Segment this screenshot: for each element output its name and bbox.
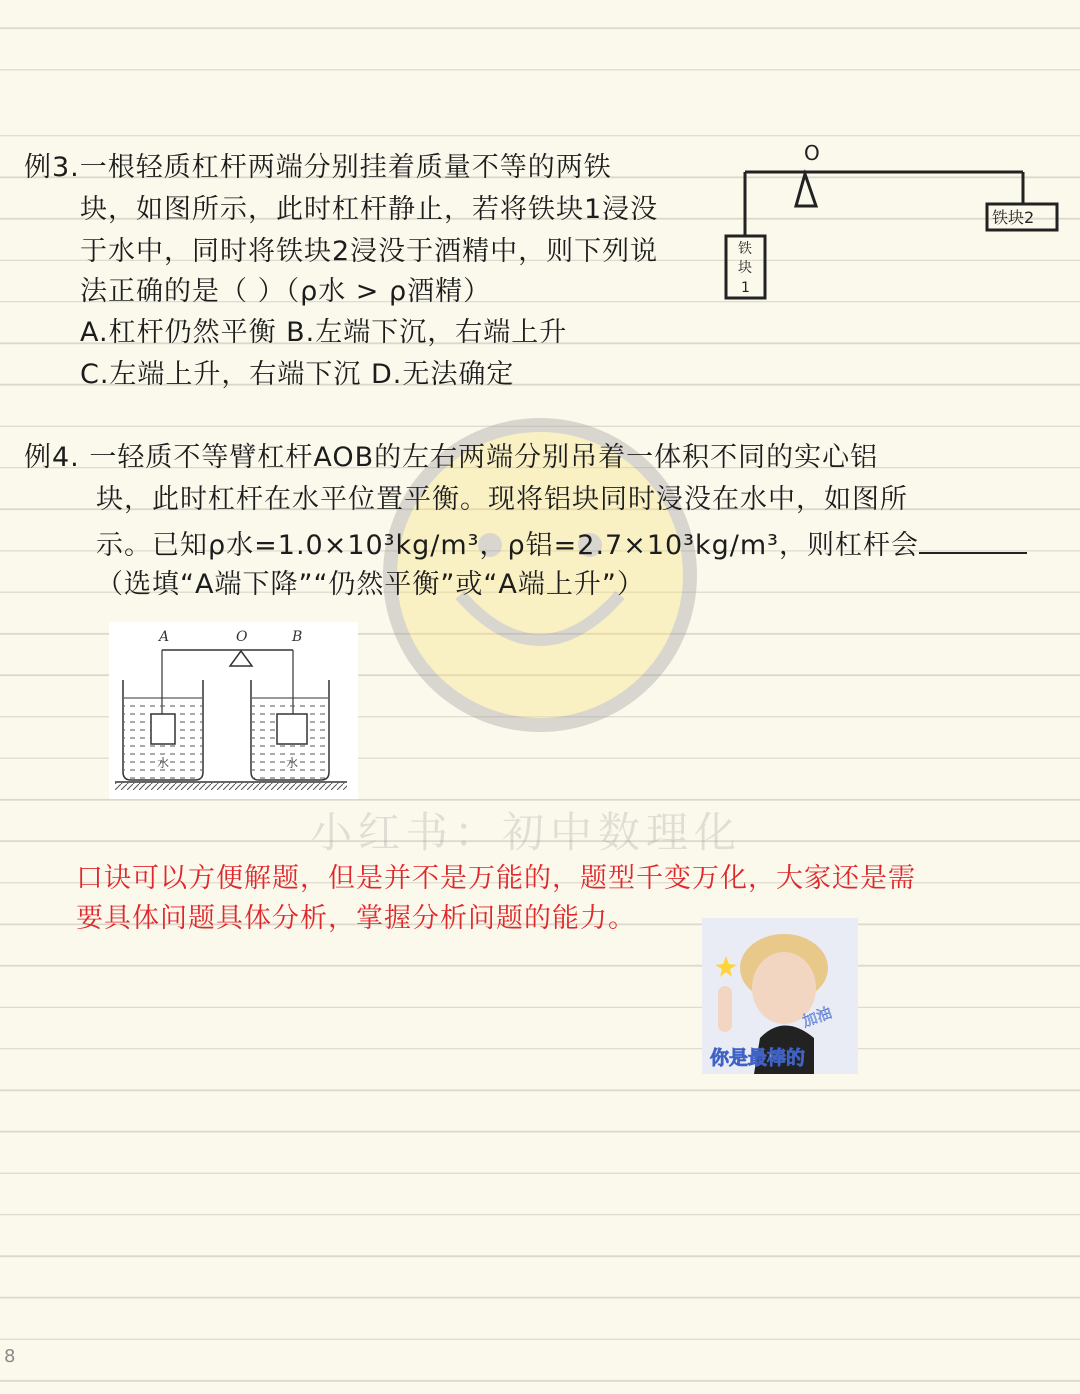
q4-beaker-diagram <box>109 622 358 799</box>
right-water-label: 水 <box>286 756 299 770</box>
page-number: 8 <box>4 1346 16 1367</box>
block1-char-2: 块 <box>738 260 752 276</box>
q4-line-3-text: 示。已知ρ水=1.0×10³kg/m³，ρ铝=2.7×10³kg/m³，则杠杆会 <box>96 530 919 561</box>
answer-blank <box>919 522 1027 554</box>
q4-line-4: （选填“A端下降”“仍然平衡”或“A端上升”） <box>96 569 645 600</box>
label-o: O <box>236 629 248 645</box>
q3-line-3: 于水中，同时将铁块2浸没于酒精中，则下列说 <box>80 236 659 267</box>
q3-options-ab: A.杠杆仍然平衡 B.左端下沉，右端上升 <box>80 317 568 348</box>
left-water-label: 水 <box>157 756 170 770</box>
block1-char-3: 1 <box>741 280 750 296</box>
q3-options-cd: C.左端上升，右端下沉 D.无法确定 <box>80 359 515 390</box>
q3-line-4: 法正确的是（ ）（ρ水 > ρ酒精） <box>80 276 492 307</box>
label-b: B <box>292 629 303 645</box>
sticker-art <box>702 918 858 1074</box>
block1-char-1: 铁 <box>738 241 752 257</box>
encouragement-sticker <box>702 918 858 1074</box>
label-a: A <box>159 629 170 645</box>
q3-line-1: 例3.一根轻质杠杆两端分别挂着质量不等的两铁 <box>24 152 612 183</box>
fulcrum-triangle <box>796 174 816 206</box>
sticker-top-text: 加油 <box>799 1003 835 1031</box>
q3-lever-diagram <box>720 138 1065 308</box>
note-line-1: 口诀可以方便解题，但是并不是万能的，题型千变万化，大家还是需 <box>76 863 916 894</box>
left-aluminum-block <box>151 714 175 744</box>
q4-line-3 <box>96 522 1027 567</box>
right-aluminum-block <box>277 714 307 744</box>
q3-line-2: 块，如图所示，此时杠杆静止，若将铁块1浸没 <box>80 194 659 225</box>
sticker-bottom-text: 你是最棒的 <box>710 1047 806 1069</box>
q4-line-1: 例4. 一轻质不等臂杠杆AOB的左右两端分别吊着一体积不同的实心铝 <box>24 442 879 473</box>
note-line-2: 要具体问题具体分析，掌握分析问题的能力。 <box>76 903 636 934</box>
watermark-text: 小红书：初中数理化 <box>310 808 743 857</box>
q4-line-2: 块，此时杠杆在水平位置平衡。现将铝块同时浸没在水中，如图所 <box>96 484 908 515</box>
pivot-label-o: O <box>804 141 820 165</box>
block2-label: 铁块2 <box>992 208 1035 227</box>
